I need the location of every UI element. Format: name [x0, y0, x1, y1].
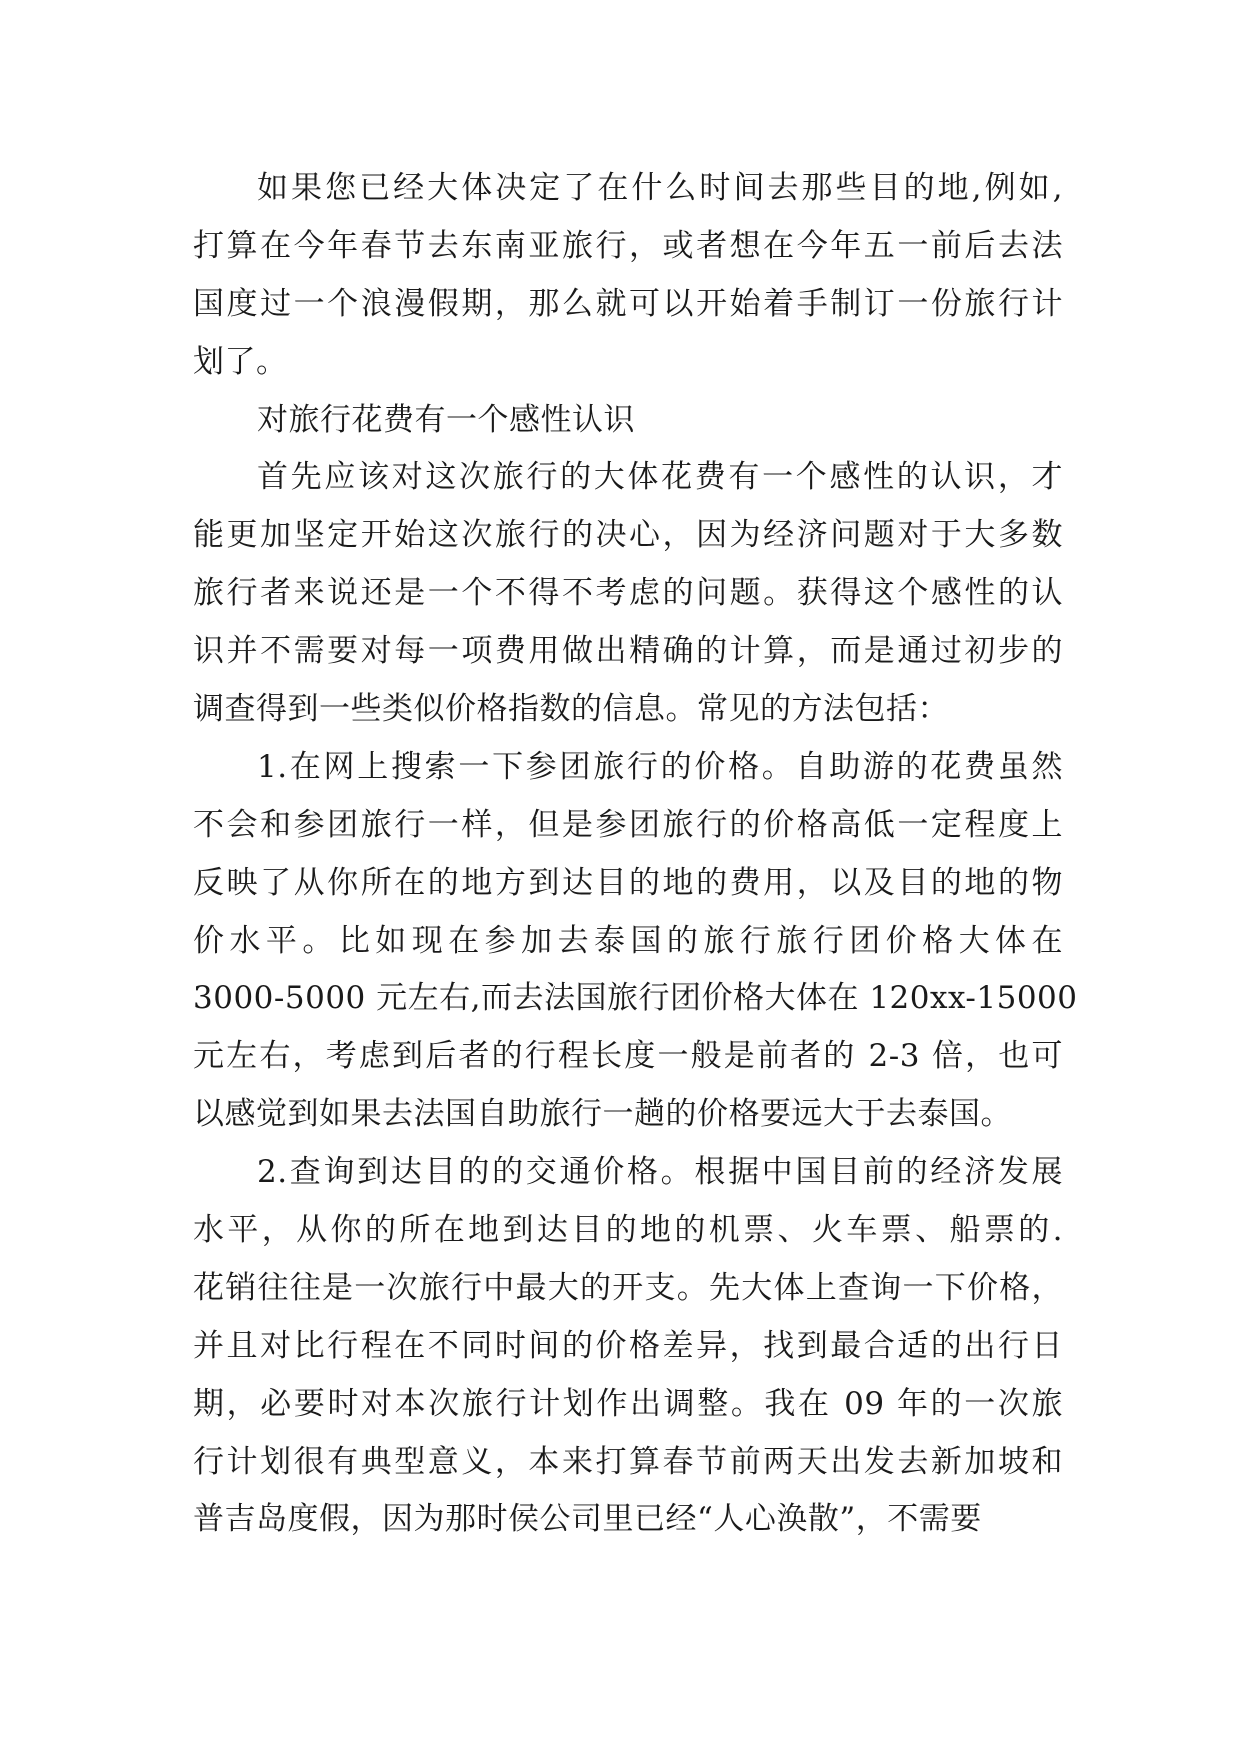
text-line: 首先应该对这次旅行的大体花费有一个感性的认识，才	[257, 459, 1063, 496]
text-line: 普吉岛度假，因为那时侯公司里已经“人心涣散”，不需要	[193, 1501, 982, 1538]
text-line: 并且对比行程在不同时间的价格差异，找到最合适的出行日	[193, 1327, 1063, 1364]
text-line: 水平，从你的所在地到达目的地的机票、火车票、船票的.	[193, 1212, 1063, 1249]
text-line: 2.查询到达目的的交通价格。根据中国目前的经济发展	[257, 1154, 1063, 1191]
text-line: 1.在网上搜索一下参团旅行的价格。自助游的花费虽然	[257, 748, 1063, 785]
text-line: 以感觉到如果去法国自助旅行一趟的价格要远大于去泰国。	[193, 1096, 1012, 1133]
text-line: 对旅行花费有一个感性认识	[257, 401, 635, 438]
text-line: 行计划很有典型意义，本来打算春节前两天出发去新加坡和	[193, 1443, 1063, 1480]
text-line: 旅行者来说还是一个不得不考虑的问题。获得这个感性的认	[193, 575, 1063, 612]
text-line: 价水平。比如现在参加去泰国的旅行旅行团价格大体在	[193, 922, 1063, 959]
text-line: 元左右，考虑到后者的行程长度一般是前者的 2-3 倍，也可	[193, 1038, 1063, 1075]
text-line: 如果您已经大体决定了在什么时间去那些目的地,例如,	[257, 170, 1063, 206]
text-line: 打算在今年春节去东南亚旅行，或者想在今年五一前后去法	[193, 227, 1063, 264]
text-line: 能更加坚定开始这次旅行的决心，因为经济问题对于大多数	[193, 517, 1063, 554]
text-line: 期，必要时对本次旅行计划作出调整。我在 09 年的一次旅	[193, 1385, 1063, 1422]
text-line: 识并不需要对每一项费用做出精确的计算，而是通过初步的	[193, 633, 1063, 670]
body-text	[193, 160, 1078, 1549]
text-line: 国度过一个浪漫假期，那么就可以开始着手制订一份旅行计	[193, 285, 1063, 322]
text-line: 划了。	[193, 343, 288, 380]
text-line: 不会和参团旅行一样，但是参团旅行的价格高低一定程度上	[193, 806, 1063, 843]
text-line: 3000-5000 元左右,而去法国旅行团价格大体在 120xx-15000	[193, 980, 1078, 1017]
text-line: 反映了从你所在的地方到达目的地的费用，以及目的地的物	[193, 864, 1063, 901]
text-line: 花销往往是一次旅行中最大的开支。先大体上查询一下价格，	[193, 1269, 1063, 1306]
text-line: 调查得到一些类似价格指数的信息。常见的方法包括：	[193, 691, 949, 728]
